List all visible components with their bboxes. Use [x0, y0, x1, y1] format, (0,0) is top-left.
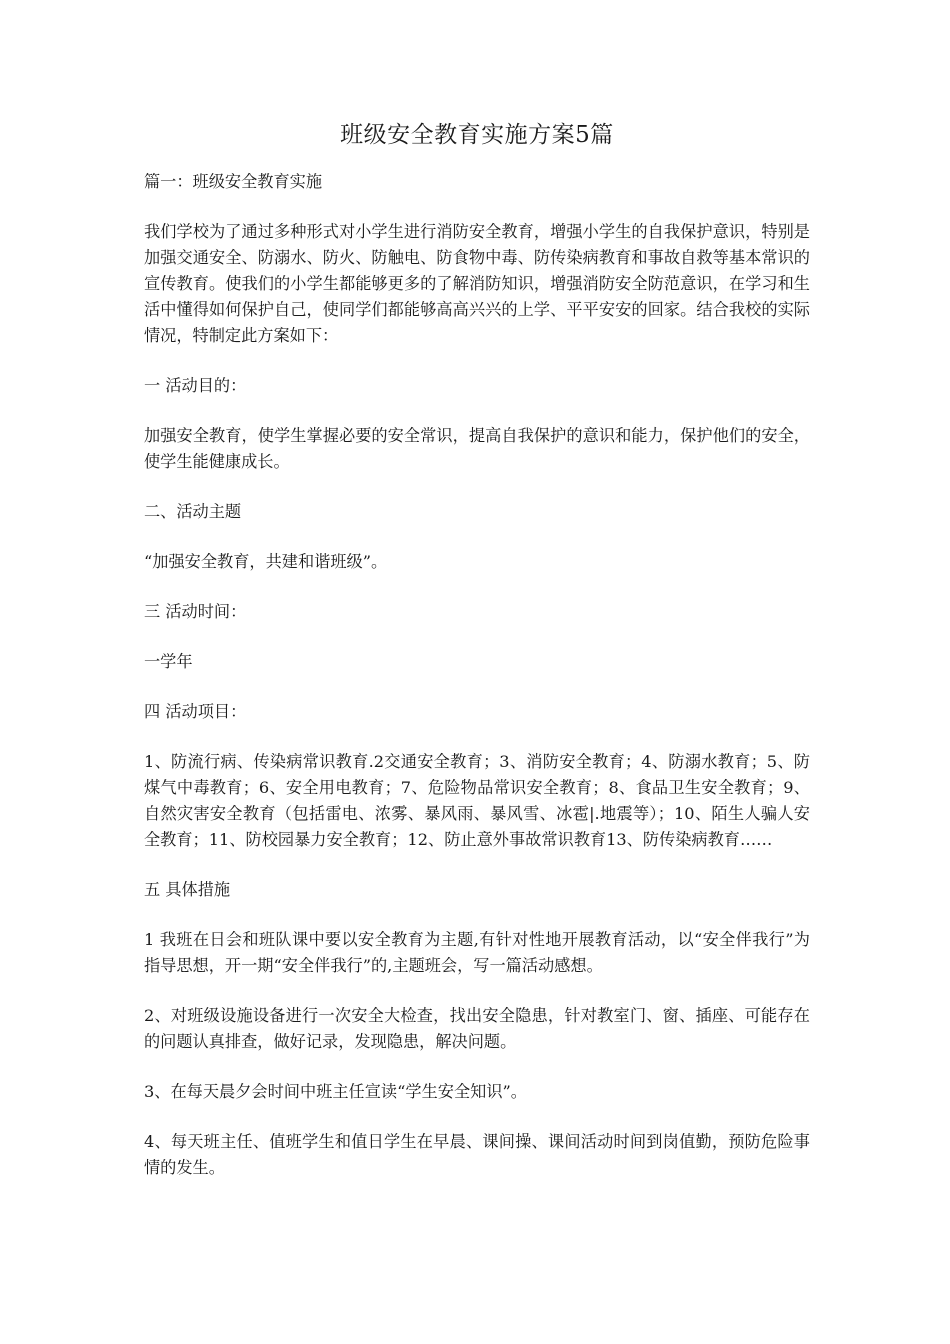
intro-paragraph: 我们学校为了通过多种形式对小学生进行消防安全教育，增强小学生的自我保护意识，特别是加强交通安全、防溺水、防火、防触电、防食物中毒、防传染病教育和事故自救等基本常识的宣传教育。使我们的小学生都能够更多的了解消防知识，增强消防安全防范意识，在学习和生活中懂得如何保护自己，使同学们都能够高高兴兴的上学、平平安安的回家。结合我校的实际情况，特制定此方案如下：	[144, 222, 810, 345]
measure-4-paragraph: 4、每天班主任、值班学生和值日学生在早晨、课间操、课间活动时间到岗值勤，预防危险事情的发生。	[144, 1132, 810, 1177]
heading-activity-theme: 二、活动主题	[144, 502, 242, 521]
measure-1-paragraph: 1 我班在日会和班队课中要以安全教育为主题,有针对性地开展教育活动，以“安全伴我行”为指导思想，开一期“安全伴我行”的,主题班会，写一篇活动感想。	[144, 930, 810, 975]
measure-2-paragraph: 2、对班级设施设备进行一次安全大检查，找出安全隐患，针对教室门、窗、插座、可能存在的问题认真排查，做好记录，发现隐患，解决问题。	[144, 1006, 810, 1051]
document-page	[144, 118, 810, 1205]
activity-time-paragraph: 一学年	[144, 652, 193, 671]
activity-purpose-paragraph: 加强安全教育，使学生掌握必要的安全常识，提高自我保护的意识和能力，保护他们的安全，使学生能健康成长。	[144, 426, 810, 471]
heading-activity-items: 四 活动项目：	[144, 702, 247, 721]
heading-activity-purpose: 一 活动目的：	[144, 376, 247, 395]
document-title: 班级安全教育实施方案5篇	[340, 122, 614, 148]
heading-activity-time: 三 活动时间：	[144, 602, 247, 621]
heading-specific-measures: 五 具体措施	[144, 880, 231, 899]
activity-theme-paragraph: “加强安全教育，共建和谐班级”。	[144, 552, 388, 571]
activity-items-paragraph: 1、防流行病、传染病常识教育.2交通安全教育；3、消防安全教育；4、防溺水教育；5、防煤气中毒教育；6、安全用电教育；7、危险物品常识安全教育；8、食品卫生安全教育；9、自然灾害安全教育（包括雷电、浓雾、暴风雨、暴风雪、冰雹|.地震等）；10、陌生人骗人安全教育；11、防校园暴力安全教育；12、防止意外事故常识教育13、防传染病教育……	[144, 752, 810, 849]
measure-3-paragraph: 3、在每天晨夕会时间中班主任宣读“学生安全知识”。	[144, 1082, 527, 1101]
section-heading-part-one: 篇一：班级安全教育实施	[144, 172, 323, 191]
